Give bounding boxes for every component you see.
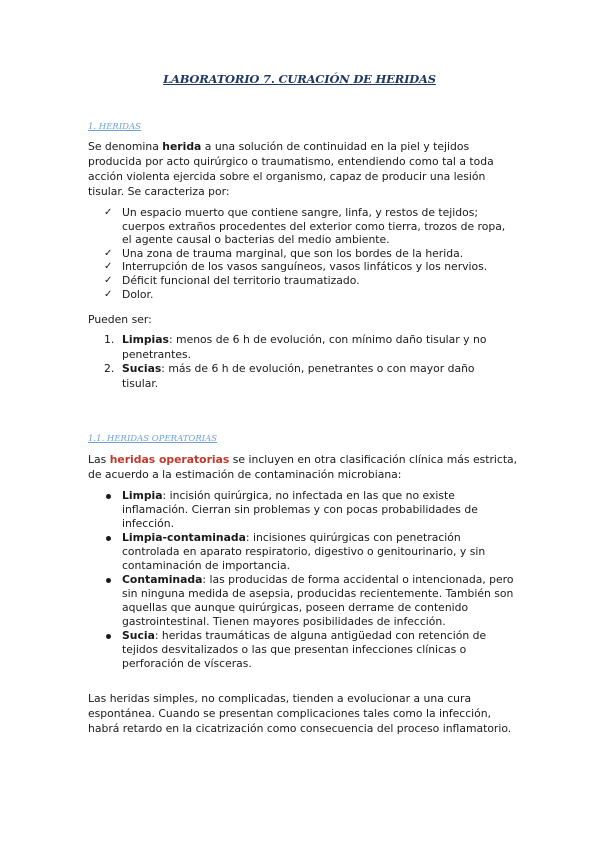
intro-pre: Se denomina — [88, 140, 163, 153]
list-item — [104, 288, 516, 302]
list-item-text: Una zona de trauma marginal, que son los bordes de la herida. — [122, 246, 464, 260]
list-item-text: Interrupción de los vasos sanguíneos, vasos linfáticos y los nervios. — [122, 260, 488, 274]
list-item — [104, 489, 519, 531]
list-item-text: Un espacio muerto que contiene sangre, linfa, y restos de tejidos; cuerpos extraños procedentes del exterior como tierra, trozos de ropa, el agente causal o bacterias del medio ambiente. — [122, 206, 506, 247]
bullet-icon — [106, 634, 111, 639]
item-term: Limpia-contaminada — [122, 531, 246, 544]
operatorias-intro-pre: Las — [88, 453, 110, 466]
type-term: Sucias — [122, 362, 162, 375]
type-desc: : más de 6 h de evolución, penetrantes o con mayor daño tisular. — [122, 362, 475, 390]
check-icon: ✓ — [104, 207, 113, 218]
item-desc: : las producidas de forma accidental o intencionada, pero sin ninguna medida de asepsia, producidas recientemente. También son aquellas que aunque quirúrgicas, poseen derrame de contenido gastrointestinal. Tienen mayores posibilidades de infección. — [122, 573, 514, 628]
check-icon: ✓ — [104, 288, 113, 300]
bullet-icon — [106, 536, 111, 541]
section-heading-heridas: 1. HERIDAS — [88, 122, 141, 132]
list-item — [104, 247, 516, 261]
list-item — [104, 333, 514, 362]
closing-paragraph: Las heridas simples, no complicadas, tienden a evolucionar a una cura espontánea. Cuando se presentan complicaciones tales como la infección, habrá retardo en la cicatrización como consecuencia del proceso inflamatorio. — [88, 692, 512, 735]
list-item — [104, 531, 519, 573]
list-item — [104, 260, 516, 274]
list-item — [104, 206, 516, 247]
check-icon: ✓ — [104, 274, 113, 286]
list-item-text: Déficit funcional del territorio traumatizado. — [122, 273, 360, 287]
item-desc: : incisión quirúrgica, no infectada en las que no existe inflamación. Cierran sin problemas y con pocas probabilidades de infección. — [122, 489, 478, 530]
bullet-icon — [106, 578, 111, 583]
check-icon: ✓ — [104, 247, 113, 259]
item-term: Contaminada — [122, 573, 203, 586]
operatorias-intro — [88, 452, 518, 482]
item-term: Limpia — [122, 489, 163, 502]
intro-paragraph — [88, 139, 518, 199]
check-icon: ✓ — [104, 261, 113, 273]
section-heading-heridas-operatorias: 1.1. HERIDAS OPERATORIAS — [88, 434, 218, 444]
list-number: 2. — [104, 362, 115, 375]
type-term: Limpias — [122, 333, 169, 346]
item-desc: : incisiones quirúrgicas con penetración controlada en aparato respiratorio, digestivo o genitourinario, y sin contaminación de importancia. — [122, 531, 486, 572]
document-title: LABORATORIO 7. CURACIÓN DE HERIDAS — [163, 72, 436, 86]
operatorias-list — [104, 489, 519, 671]
list-number: 1. — [104, 333, 115, 346]
list-item — [104, 629, 519, 671]
list-item — [104, 274, 516, 288]
operatorias-term: heridas operatorias — [109, 453, 230, 466]
list-item-text: Dolor. — [122, 287, 154, 301]
item-desc: : heridas traumáticas de alguna antigüedad con retención de tejidos desvitalizados o las que presentan infecciones clínicas o perforación de vísceras. — [122, 629, 487, 670]
list-item — [104, 362, 514, 391]
operatorias-intro-post: se incluyen en otra clasificación clínica más estricta, de acuerdo a la estimación de contaminación microbiana: — [88, 453, 518, 481]
intro-term-herida: herida — [162, 140, 202, 153]
characteristics-list — [104, 206, 516, 301]
list-item — [104, 573, 519, 629]
bullet-icon — [106, 494, 111, 499]
pueden-ser-label: Pueden ser: — [88, 313, 152, 326]
intro-post: a una solución de continuidad en la piel y tejidos producida por acto quirúrgico o traumatismo, entendiendo como tal a toda acción violenta ejercida sobre el organismo, capaz de producir una lesión tisular. Se caracteriza por: — [88, 140, 494, 198]
type-desc: : menos de 6 h de evolución, con mínimo daño tisular y no penetrantes. — [122, 333, 487, 361]
wound-types-list — [104, 333, 514, 391]
item-term: Sucia — [122, 629, 155, 642]
